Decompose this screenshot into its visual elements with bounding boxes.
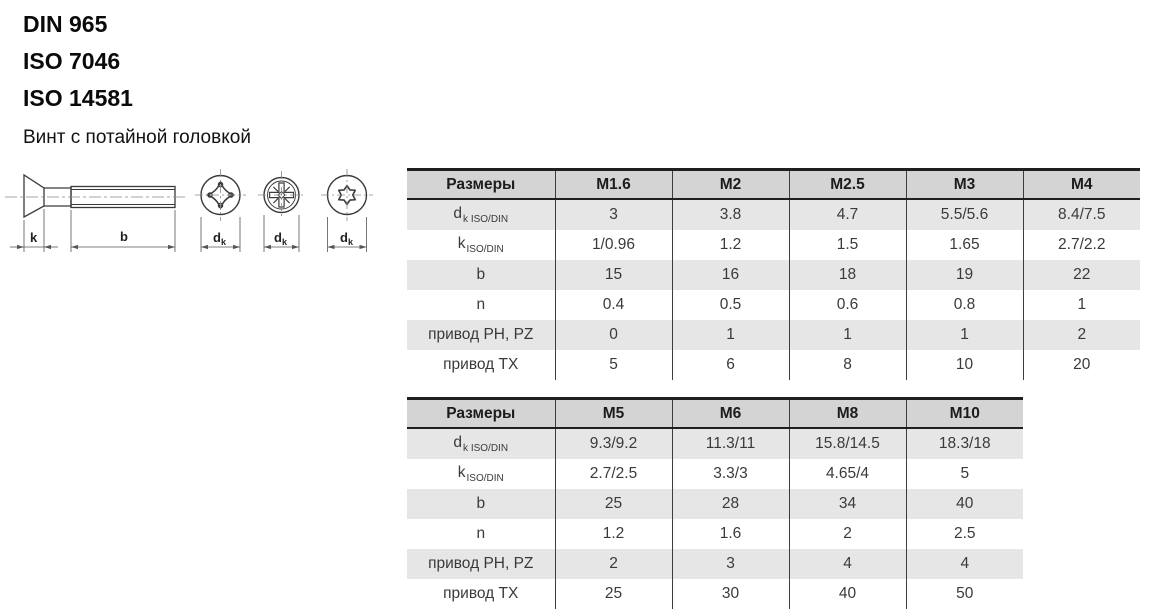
value-cell: 4.65/4 [789, 459, 906, 489]
value-cell: 2 [789, 519, 906, 549]
table-row [407, 350, 1140, 380]
value-cell: 5 [555, 350, 672, 380]
row-label: b [476, 266, 486, 283]
value-cell: 15 [555, 260, 672, 290]
table-row [407, 320, 1140, 350]
value-cell: 1.6 [672, 519, 789, 549]
size-header: M6 [672, 399, 789, 429]
value-cell: 40 [906, 489, 1023, 519]
value-cell: 0.5 [672, 290, 789, 320]
value-cell: 1.5 [789, 230, 906, 260]
page-title: Винт с потайной головкой [23, 127, 251, 148]
row-label: привод PH, PZ [428, 326, 534, 343]
table-row [407, 199, 1140, 230]
dimensions-table-m5-m10 [407, 397, 1023, 609]
row-label: $d_{k ISO/DIN}$ [453, 204, 509, 226]
standard-iso-14581: ISO 14581 [23, 85, 133, 111]
value-cell: 15.8/14.5 [789, 428, 906, 459]
b-dimension-label: b [120, 229, 128, 244]
row-label: n [476, 525, 486, 542]
value-cell: 19 [906, 260, 1023, 290]
value-cell: 4.7 [789, 199, 906, 230]
size-header: M4 [1023, 170, 1140, 200]
value-cell: 2.5 [906, 519, 1023, 549]
value-cell: 3 [672, 549, 789, 579]
dk-dimension-label: $d_k$ [213, 230, 226, 247]
sizes-column-header: Размеры [407, 170, 555, 200]
size-header: M8 [789, 399, 906, 429]
value-cell: 11.3/11 [672, 428, 789, 459]
value-cell: 4 [906, 549, 1023, 579]
value-cell: 2 [555, 549, 672, 579]
value-cell: 3 [555, 199, 672, 230]
row-label: $k_{ISO/DIN}$ [457, 234, 504, 256]
value-cell: 2.7/2.5 [555, 459, 672, 489]
value-cell: 1 [789, 320, 906, 350]
table-row [407, 230, 1140, 260]
standards-block [23, 6, 133, 117]
dk-dimension-label: $d_k$ [274, 230, 287, 247]
table-row [407, 428, 1023, 459]
value-cell: 8.4/7.5 [1023, 199, 1140, 230]
table-row [407, 549, 1023, 579]
table-row [407, 290, 1140, 320]
value-cell: 3.3/3 [672, 459, 789, 489]
table-row [407, 260, 1140, 290]
value-cell: 50 [906, 579, 1023, 609]
dk-dimension-label: $d_k$ [340, 230, 353, 247]
value-cell: 25 [555, 579, 672, 609]
sizes-column-header: Размеры [407, 399, 555, 429]
value-cell: 16 [672, 260, 789, 290]
value-cell: 1 [906, 320, 1023, 350]
value-cell: 1 [672, 320, 789, 350]
value-cell: 10 [906, 350, 1023, 380]
value-cell: 0.4 [555, 290, 672, 320]
value-cell: 9.3/9.2 [555, 428, 672, 459]
value-cell: 0.8 [906, 290, 1023, 320]
value-cell: 20 [1023, 350, 1140, 380]
table-row [407, 519, 1023, 549]
size-header: M10 [906, 399, 1023, 429]
value-cell: 1.65 [906, 230, 1023, 260]
size-header: M3 [906, 170, 1023, 200]
standard-iso-7046: ISO 7046 [23, 48, 121, 74]
table-row [407, 489, 1023, 519]
row-label: привод TX [443, 356, 519, 373]
row-label: b [476, 495, 486, 512]
value-cell: 4 [789, 549, 906, 579]
value-cell: 34 [789, 489, 906, 519]
value-cell: 18 [789, 260, 906, 290]
value-cell: 2.7/2.2 [1023, 230, 1140, 260]
size-header: M1.6 [555, 170, 672, 200]
value-cell: 3.8 [672, 199, 789, 230]
technical-drawing [0, 162, 400, 272]
row-label: n [476, 296, 486, 313]
value-cell: 28 [672, 489, 789, 519]
value-cell: 18.3/18 [906, 428, 1023, 459]
value-cell: 1/0.96 [555, 230, 672, 260]
size-header: M5 [555, 399, 672, 429]
standard-din-965: DIN 965 [23, 11, 108, 37]
value-cell: 1.2 [672, 230, 789, 260]
value-cell: 5 [906, 459, 1023, 489]
table-row [407, 579, 1023, 609]
value-cell: 40 [789, 579, 906, 609]
countersunk-screw-side-view [24, 175, 175, 217]
value-cell: 8 [789, 350, 906, 380]
k-dimension-label: k [30, 230, 38, 245]
value-cell: 6 [672, 350, 789, 380]
row-label: $d_{k ISO/DIN}$ [453, 433, 509, 455]
table-row [407, 459, 1023, 489]
dimensions-table-m1_6-m4 [407, 168, 1140, 380]
value-cell: 1.2 [555, 519, 672, 549]
value-cell: 0 [555, 320, 672, 350]
value-cell: 25 [555, 489, 672, 519]
value-cell: 5.5/5.6 [906, 199, 1023, 230]
size-header: M2.5 [789, 170, 906, 200]
value-cell: 0.6 [789, 290, 906, 320]
value-cell: 30 [672, 579, 789, 609]
row-label: привод TX [443, 585, 519, 602]
value-cell: 2 [1023, 320, 1140, 350]
value-cell: 1 [1023, 290, 1140, 320]
row-label: $k_{ISO/DIN}$ [457, 463, 504, 485]
value-cell: 22 [1023, 260, 1140, 290]
row-label: привод PH, PZ [428, 555, 534, 572]
head-view-centerlines [195, 169, 373, 221]
size-header: M2 [672, 170, 789, 200]
